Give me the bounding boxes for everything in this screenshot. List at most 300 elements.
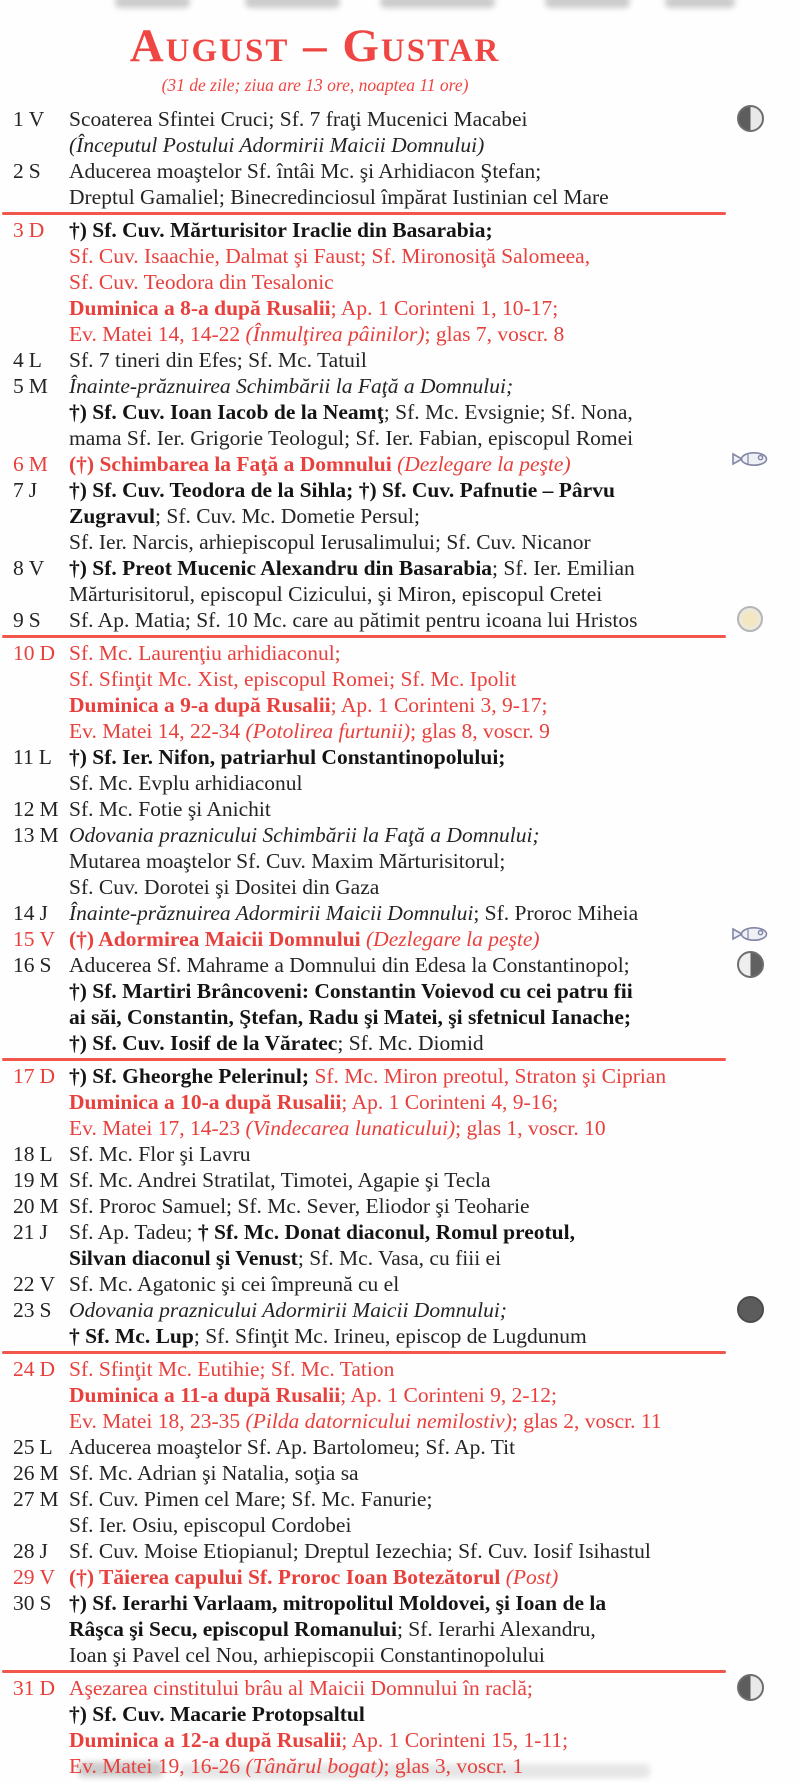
day-label — [0, 1219, 69, 1271]
text-segment: ; Ap. 1 Corinteni 15, 1-11; — [341, 1728, 569, 1752]
day-row — [0, 1063, 800, 1141]
day-of-week-letter: L — [39, 1142, 53, 1166]
day-row — [0, 1590, 800, 1668]
fish-icon — [730, 925, 770, 948]
day-content — [69, 555, 800, 607]
text-segment: Aducerea moaştelor Sf. întâi Mc. şi Arhidiacon Ştefan; — [69, 159, 542, 183]
day-row — [0, 1564, 800, 1590]
moon-full-glyph — [737, 606, 763, 632]
day-of-week-letter: S — [39, 1591, 52, 1615]
day-number: 5 — [13, 374, 24, 398]
moon-new-icon — [730, 1296, 770, 1328]
week-separator — [2, 1351, 726, 1354]
text-segment: Râşca şi Secu, episcopul Romanului — [69, 1617, 397, 1641]
moon-half-dark-left-icon — [730, 105, 770, 137]
text-segment: †) Sf. Gheorghe Pelerinul; — [69, 1064, 315, 1088]
day-content — [69, 952, 800, 1056]
moon-full-icon — [730, 606, 770, 637]
text-segment: †) Sf. Cuv. Macarie Protopsaltul — [69, 1702, 365, 1726]
day-text-line — [69, 503, 766, 529]
day-content — [69, 900, 800, 926]
text-segment: ; glas 2, voscr. 11 — [511, 1409, 662, 1433]
day-text-line — [69, 1460, 766, 1486]
day-text-line — [69, 1004, 766, 1030]
day-label — [0, 1675, 69, 1779]
text-segment: Silvan diaconul şi Venust — [69, 1246, 298, 1270]
day-text-line — [69, 1089, 766, 1115]
day-text-line — [69, 1590, 766, 1616]
day-label — [0, 1063, 69, 1141]
day-text-line — [69, 1193, 766, 1219]
day-of-week-letter: V — [39, 1272, 56, 1296]
day-number: 26 — [13, 1461, 35, 1485]
text-segment: Sf. Mc. Fotie şi Anichit — [69, 797, 271, 821]
text-segment: ; glas 7, voscr. 8 — [424, 322, 565, 346]
text-segment: (†) Schimbarea la Faţă a Domnului — [69, 452, 398, 476]
text-segment: (Dezlegare la peşte) — [366, 927, 540, 951]
text-segment: Duminica a 8-a după Rusalii — [69, 296, 331, 320]
day-text-line — [69, 640, 766, 666]
text-segment: †) Sf. Cuv. Ioan Iacob de la Neamţ — [69, 400, 384, 424]
text-segment: †) Sf. Preot Mucenic Alexandru din Basarabia — [69, 556, 493, 580]
text-segment: Scoaterea Sfintei Cruci; Sf. 7 fraţi Mucenici Macabei — [69, 107, 528, 131]
day-number: 3 — [13, 218, 24, 242]
text-segment: Sf. Mc. Evplu arhidiaconul — [69, 771, 303, 795]
text-segment: Sf. Cuv. Teodora din Tesalonic — [69, 270, 334, 294]
day-text-line — [69, 1297, 766, 1323]
text-segment: ; glas 1, voscr. 10 — [455, 1116, 606, 1140]
text-segment: Duminica a 10-a după Rusalii — [69, 1090, 342, 1114]
text-segment: Sf. Cuv. Pimen cel Mare; Sf. Mc. Fanurie; — [69, 1487, 433, 1511]
text-segment: Duminica a 9-a după Rusalii — [69, 693, 331, 717]
day-label — [0, 373, 69, 451]
day-row — [0, 640, 800, 744]
text-segment: Ioan şi Pavel cel Nou, arhiepiscopii Constantinopolului — [69, 1643, 545, 1667]
day-of-week-letter: S — [28, 608, 41, 632]
day-row — [0, 744, 800, 796]
day-text-line — [69, 269, 766, 295]
day-text-line — [69, 848, 766, 874]
text-segment: Ev. Matei 18, 23-35 — [69, 1409, 246, 1433]
day-row — [0, 607, 800, 633]
moon-half-dark-right-glyph — [737, 951, 764, 978]
day-text-line — [69, 1167, 766, 1193]
day-row — [0, 158, 800, 210]
day-of-week-letter: M — [39, 1461, 59, 1485]
day-label — [0, 822, 69, 900]
day-content — [69, 451, 800, 477]
text-segment: (Potolirea furtunii) — [245, 719, 411, 743]
day-text-line — [69, 1642, 766, 1668]
day-content — [69, 640, 800, 744]
day-row — [0, 1675, 800, 1779]
day-of-week-letter: V — [28, 107, 45, 131]
day-label — [0, 1564, 69, 1590]
text-segment: † Sf. Mc. Lup — [69, 1324, 194, 1348]
day-row — [0, 822, 800, 900]
text-segment: Ev. Matei 17, 14-23 — [69, 1116, 246, 1140]
text-segment: (†) Adormirea Maicii Domnului — [69, 927, 367, 951]
day-row — [0, 1141, 800, 1167]
text-segment: Sf. Mc. Adrian şi Natalia, soţia sa — [69, 1461, 359, 1485]
day-label — [0, 451, 69, 477]
text-segment: Sf. Mc. Andrei Stratilat, Timotei, Agapie şi Tecla — [69, 1168, 491, 1192]
day-text-line — [69, 425, 766, 451]
day-label — [0, 796, 69, 822]
text-segment: Sf. Ier. Osiu, episcopul Cordobei — [69, 1513, 352, 1537]
day-text-line — [69, 1030, 766, 1056]
moon-half-dark-left-glyph — [737, 105, 764, 132]
text-segment: Mutarea moaştelor Sf. Cuv. Maxim Mărturisitorul; — [69, 849, 506, 873]
day-text-line — [69, 744, 766, 770]
text-segment: ; Ap. 1 Corinteni 9, 2-12; — [340, 1383, 558, 1407]
text-segment: Sf. Proroc Samuel; Sf. Mc. Sever, Eliodor şi Teoharie — [69, 1194, 530, 1218]
day-content — [69, 217, 800, 347]
day-text-line — [69, 1486, 766, 1512]
day-number: 21 — [13, 1220, 35, 1244]
day-text-line — [69, 978, 766, 1004]
text-segment: Ev. Matei 19, 16-26 — [69, 1754, 246, 1778]
day-row — [0, 217, 800, 347]
week-separator — [2, 635, 726, 638]
day-content — [69, 1141, 800, 1167]
text-segment: ; Sf. Proroc Miheia — [473, 901, 639, 925]
day-number: 25 — [13, 1435, 35, 1459]
text-segment: (Post) — [505, 1565, 559, 1589]
day-of-week-letter: V — [28, 556, 45, 580]
day-text-line — [69, 1115, 766, 1141]
day-label — [0, 106, 69, 158]
day-text-line — [69, 132, 766, 158]
day-number: 2 — [13, 159, 24, 183]
day-text-line — [69, 900, 766, 926]
day-text-line — [69, 1727, 766, 1753]
text-segment: †) Sf. Cuv. Iosif de la Văratec — [69, 1031, 338, 1055]
day-text-line — [69, 1245, 766, 1271]
day-label — [0, 347, 69, 373]
day-text-line — [69, 666, 766, 692]
day-of-week-letter: M — [39, 1194, 59, 1218]
day-label — [0, 1590, 69, 1668]
day-row — [0, 1460, 800, 1486]
day-number: 6 — [13, 452, 24, 476]
day-text-line — [69, 1063, 766, 1089]
day-of-week-letter: M — [39, 1487, 59, 1511]
text-segment: ; Sf. Cuv. Mc. Dometie Persul; — [155, 504, 420, 528]
moon-half-dark-left-glyph — [737, 1674, 764, 1701]
day-text-line — [69, 477, 766, 503]
text-segment: ; Ap. 1 Corinteni 1, 10-17; — [330, 296, 559, 320]
text-segment: Sf. Ier. Narcis, arhiepiscopul Ierusalimului; Sf. Cuv. Nicanor — [69, 530, 591, 554]
day-text-line — [69, 770, 766, 796]
day-text-line — [69, 1323, 766, 1349]
day-number: 23 — [13, 1298, 35, 1322]
text-segment: ; glas 8, voscr. 9 — [410, 719, 550, 743]
day-text-line — [69, 1675, 766, 1701]
day-content — [69, 1271, 800, 1297]
day-label — [0, 640, 69, 744]
day-text-line — [69, 1701, 766, 1727]
day-row — [0, 900, 800, 926]
day-content — [69, 1063, 800, 1141]
day-text-line — [69, 952, 766, 978]
day-number: 31 — [13, 1676, 35, 1700]
day-of-week-letter: S — [39, 953, 52, 977]
day-of-week-letter: D — [28, 218, 45, 242]
day-row — [0, 1193, 800, 1219]
text-segment: Dreptul Gamaliel; Binecredinciosul împărat Iustinian cel Mare — [69, 185, 609, 209]
text-segment: Aducerea moaştelor Sf. Ap. Bartolomeu; Sf. Ap. Tit — [69, 1435, 516, 1459]
day-text-line — [69, 874, 766, 900]
text-segment: Sf. Mc. Miron preotul, Straton şi Ciprian — [314, 1064, 667, 1088]
day-number: 4 — [13, 348, 24, 372]
day-of-week-letter: M — [39, 823, 59, 847]
fish-icon — [730, 450, 770, 473]
day-text-line — [69, 822, 766, 848]
day-content — [69, 607, 800, 633]
day-row — [0, 1271, 800, 1297]
day-of-week-letter: M — [28, 374, 48, 398]
day-of-week-letter: L — [38, 745, 52, 769]
text-segment: ; Sf. Mc. Evsignie; Sf. Nona, — [383, 400, 633, 424]
day-of-week-letter: V — [39, 927, 56, 951]
day-number: 24 — [13, 1357, 35, 1381]
day-label — [0, 900, 69, 926]
text-segment: Zugravul — [69, 504, 156, 528]
day-of-week-letter: M — [39, 797, 59, 821]
text-segment: (Începutul Postului Adormirii Maicii Domnului) — [69, 133, 485, 157]
day-text-line — [69, 529, 766, 555]
day-number: 17 — [13, 1064, 35, 1088]
text-segment: †) Sf. Ier. Nifon, patriarhul Constantinopolului; — [69, 745, 506, 769]
day-text-line — [69, 106, 766, 132]
day-number: 18 — [13, 1142, 35, 1166]
day-text-line — [69, 321, 766, 347]
day-label — [0, 555, 69, 607]
text-segment: Sf. Sfinţit Mc. Xist, episcopul Romei; Sf. Mc. Ipolit — [69, 667, 517, 691]
day-row — [0, 347, 800, 373]
text-segment: ; Sf. Ier. Emilian — [492, 556, 635, 580]
day-text-line — [69, 1356, 766, 1382]
day-text-line — [69, 217, 766, 243]
day-content — [69, 477, 800, 555]
text-segment: †) Sf. Cuv. Teodora de la Sihla; †) Sf. Cuv. Pafnutie – Pârvu — [69, 478, 615, 502]
scan-artifact — [245, 0, 340, 8]
day-content — [69, 106, 800, 158]
day-number: 10 — [13, 641, 35, 665]
day-content — [69, 1675, 800, 1779]
week-separator — [2, 212, 726, 215]
day-number: 19 — [13, 1168, 35, 1192]
moon-half-dark-right-icon — [730, 951, 770, 983]
day-text-line — [69, 1616, 766, 1642]
text-segment: ; Ap. 1 Corinteni 4, 9-16; — [341, 1090, 559, 1114]
scan-artifact — [545, 0, 630, 8]
day-content — [69, 347, 800, 373]
text-segment: mama Sf. Ier. Grigorie Teologul; Sf. Ier. Fabian, episcopul Romei — [69, 426, 634, 450]
day-row — [0, 1486, 800, 1538]
text-segment: (Tânărul bogat) — [245, 1754, 384, 1778]
day-number: 20 — [13, 1194, 35, 1218]
day-content — [69, 1590, 800, 1668]
text-segment: †) Sf. Cuv. Mărturisitor Iraclie din Basarabia; — [69, 218, 493, 242]
day-content — [69, 926, 800, 952]
day-content — [69, 1486, 800, 1538]
text-segment: Sf. Cuv. Moise Etiopianul; Dreptul Iezechia; Sf. Cuv. Iosif Isihastul — [69, 1539, 651, 1563]
day-number: 27 — [13, 1487, 35, 1511]
text-segment: ; Sf. Ierarhi Alexandru, — [396, 1617, 596, 1641]
text-segment: †) Sf. Martiri Brâncoveni: Constantin Voievod cu cei patru fii — [69, 979, 633, 1003]
day-of-week-letter: J — [39, 1539, 48, 1563]
day-label — [0, 607, 69, 633]
week-separator — [2, 1058, 726, 1061]
day-content — [69, 1219, 800, 1271]
text-segment: Sf. Sfinţit Mc. Eutihie; Sf. Mc. Tation — [69, 1357, 395, 1381]
day-of-week-letter: D — [39, 1357, 56, 1381]
day-number: 8 — [13, 556, 24, 580]
text-segment: Sf. Ap. Tadeu; — [69, 1220, 198, 1244]
day-content — [69, 1356, 800, 1434]
text-segment: (Înmulţirea pâinilor) — [245, 322, 425, 346]
day-of-week-letter: S — [39, 1298, 52, 1322]
day-label — [0, 1486, 69, 1538]
day-label — [0, 217, 69, 347]
moon-new-glyph — [737, 1296, 764, 1323]
day-label — [0, 1297, 69, 1349]
day-label — [0, 158, 69, 210]
page-title: August – Gustar — [129, 20, 501, 72]
text-segment: Înainte-prăznuirea Schimbării la Faţă a Domnului; — [69, 374, 514, 398]
day-of-week-letter: J — [39, 1220, 48, 1244]
day-row — [0, 1356, 800, 1434]
day-number: 7 — [13, 478, 24, 502]
text-segment: Sf. Cuv. Isaachie, Dalmat şi Faust; Sf. Mironosiţă Salomeea, — [69, 244, 591, 268]
day-number: 1 — [13, 107, 24, 131]
text-segment: (Dezlegare la peşte) — [397, 452, 571, 476]
text-segment: ; Ap. 1 Corinteni 3, 9-17; — [330, 693, 548, 717]
text-segment: Duminica a 11-a după Rusalii — [69, 1383, 341, 1407]
day-text-line — [69, 555, 766, 581]
day-content — [69, 744, 800, 796]
day-content — [69, 796, 800, 822]
day-of-week-letter: L — [39, 1435, 53, 1459]
day-of-week-letter: M — [39, 1168, 59, 1192]
week-separator — [2, 1670, 726, 1673]
day-text-line — [69, 1141, 766, 1167]
text-segment: Sf. 7 tineri din Efes; Sf. Mc. Tatuil — [69, 348, 367, 372]
day-row — [0, 1538, 800, 1564]
text-segment: ai săi, Constantin, Ştefan, Radu şi Matei, şi sfetnicul Ianache; — [69, 1005, 632, 1029]
day-content — [69, 1564, 800, 1590]
day-of-week-letter: M — [28, 452, 48, 476]
day-text-line — [69, 1434, 766, 1460]
day-text-line — [69, 1382, 766, 1408]
day-content — [69, 822, 800, 900]
text-segment: Aşezarea cinstitului brâu al Maicii Domnului în raclă; — [69, 1676, 533, 1700]
day-of-week-letter: V — [39, 1565, 56, 1589]
day-label — [0, 744, 69, 796]
day-row — [0, 1434, 800, 1460]
day-of-week-letter: J — [28, 478, 38, 502]
day-row — [0, 373, 800, 451]
text-segment: ; Sf. Mc. Vasa, cu fiii ei — [297, 1246, 502, 1270]
day-number: 16 — [13, 953, 35, 977]
day-row — [0, 1219, 800, 1271]
day-text-line — [69, 718, 766, 744]
day-number: 11 — [13, 745, 34, 769]
calendar-list — [0, 106, 800, 1779]
day-text-line — [69, 607, 766, 633]
day-row — [0, 1167, 800, 1193]
day-row — [0, 952, 800, 1056]
text-segment: Ev. Matei 14, 22-34 — [69, 719, 246, 743]
day-text-line — [69, 1271, 766, 1297]
day-text-line — [69, 184, 766, 210]
day-text-line — [69, 1538, 766, 1564]
day-text-line — [69, 373, 766, 399]
day-number: 14 — [13, 901, 35, 925]
day-of-week-letter: L — [28, 348, 42, 372]
page-header — [0, 0, 630, 97]
text-segment: †) Sf. Ierarhi Varlaam, mitropolitul Moldovei, şi Ioan de la — [69, 1591, 607, 1615]
moon-half-dark-left-icon — [730, 1674, 770, 1706]
day-label — [0, 1141, 69, 1167]
scan-artifact — [665, 0, 735, 8]
day-of-week-letter: S — [28, 159, 41, 183]
day-row — [0, 451, 800, 477]
text-segment: Odovania praznicului Adormirii Maicii Domnului; — [69, 1298, 507, 1322]
text-segment: † Sf. Mc. Donat diaconul, Romul preotul, — [197, 1220, 575, 1244]
day-text-line — [69, 1408, 766, 1434]
day-row — [0, 1297, 800, 1349]
day-text-line — [69, 796, 766, 822]
day-text-line — [69, 1512, 766, 1538]
day-text-line — [69, 1753, 766, 1779]
day-content — [69, 1434, 800, 1460]
text-segment: Sf. Mc. Laurenţiu arhidiaconul; — [69, 641, 341, 665]
day-content — [69, 1538, 800, 1564]
day-label — [0, 1460, 69, 1486]
day-row — [0, 555, 800, 607]
day-number: 28 — [13, 1539, 35, 1563]
day-number: 13 — [13, 823, 35, 847]
text-segment: (Pilda datornicului nemilostiv) — [245, 1409, 512, 1433]
day-of-week-letter: D — [39, 1676, 56, 1700]
text-segment: Odovania praznicului Schimbării la Faţă a Domnului; — [69, 823, 540, 847]
text-segment: Mărturisitorul, episcopul Cizicului, şi Miron, episcopul Cretei — [69, 582, 603, 606]
day-label — [0, 1167, 69, 1193]
day-text-line — [69, 243, 766, 269]
text-segment: (Vindecarea lunaticului) — [245, 1116, 456, 1140]
text-segment: Ev. Matei 14, 14-22 — [69, 322, 246, 346]
text-segment: Duminica a 12-a după Rusalii — [69, 1728, 342, 1752]
day-content — [69, 1460, 800, 1486]
day-number: 22 — [13, 1272, 35, 1296]
day-row — [0, 106, 800, 158]
day-text-line — [69, 399, 766, 425]
page-subtitle: (31 de zile; ziua are 13 ore, noaptea 11 ore) — [161, 75, 469, 95]
day-label — [0, 1356, 69, 1434]
day-content — [69, 1193, 800, 1219]
text-segment: ; Sf. Mc. Diomid — [337, 1031, 484, 1055]
day-label — [0, 1434, 69, 1460]
text-segment: Sf. Cuv. Dorotei şi Dositei din Gaza — [69, 875, 380, 899]
day-content — [69, 158, 800, 210]
day-content — [69, 1297, 800, 1349]
day-text-line — [69, 1219, 766, 1245]
day-content — [69, 1167, 800, 1193]
day-row — [0, 796, 800, 822]
